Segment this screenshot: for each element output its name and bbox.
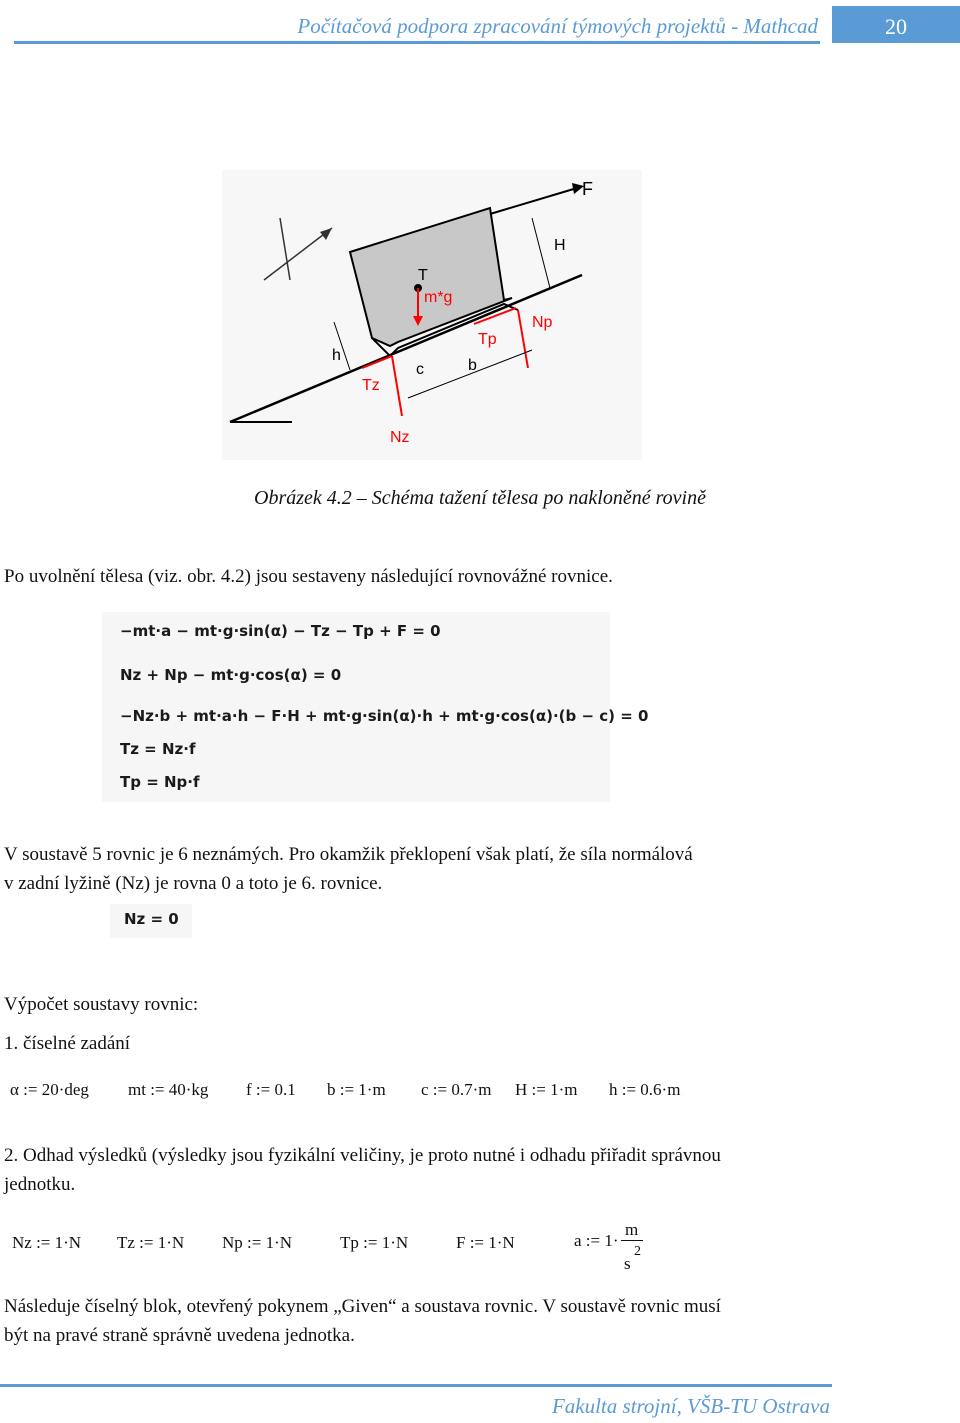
step2-line1: 2. Odhad výsledků (výsledky jsou fyzikální veličiny, je proto nutné i odhadu přiřadit správnou bbox=[4, 1145, 721, 1166]
guess-nz: Nz := 1·N bbox=[12, 1233, 82, 1252]
equation-3: −Nz·b + mt·a·h − F·H + mt·g·sin(α)·h + mt·g·cos(α)·(b − c) = 0 bbox=[120, 707, 649, 725]
header-title: Počítačová podpora zpracování týmových projektů - Mathcad bbox=[297, 14, 818, 38]
guess-a-fraction-bar bbox=[621, 1240, 643, 1241]
para3-line2: být na pravé straně správně uvedena jednotka. bbox=[4, 1325, 355, 1346]
input-b: b := 1·m bbox=[327, 1080, 386, 1099]
inputs-row bbox=[0, 1080, 960, 1104]
nz-equation: Nz = 0 bbox=[124, 910, 179, 928]
label-h: h bbox=[332, 347, 341, 364]
equations-block bbox=[102, 612, 649, 802]
label-Nz: Nz bbox=[390, 429, 410, 446]
input-c: c := 0.7·m bbox=[421, 1080, 492, 1099]
guess-f: F := 1·N bbox=[456, 1233, 515, 1252]
label-b: b bbox=[468, 357, 477, 374]
input-h: h := 0.6·m bbox=[609, 1080, 681, 1099]
step1-label: 1. číselné zadání bbox=[4, 1033, 131, 1054]
guess-a-lhs: a := 1· bbox=[574, 1231, 619, 1250]
para3-line1: Následuje číselný blok, otevřený pokynem „Given“ a soustava rovnic. V soustavě rovnic musí bbox=[4, 1296, 721, 1317]
footer-text: Fakulta strojní, VŠB-TU Ostrava bbox=[551, 1394, 830, 1418]
label-Tp: Tp bbox=[478, 331, 497, 348]
input-alpha: α := 20·deg bbox=[10, 1080, 89, 1099]
label-T: T bbox=[418, 267, 428, 284]
label-c: c bbox=[416, 361, 424, 378]
guess-a-exp: 2 bbox=[634, 1244, 641, 1259]
guess-np: Np := 1·N bbox=[222, 1233, 293, 1252]
input-mt: mt := 40·kg bbox=[128, 1080, 209, 1099]
para2-line2: v zadní lyžině (Nz) je rovna 0 a toto je 6. rovnice. bbox=[4, 873, 383, 894]
inclined-plane-figure bbox=[222, 170, 642, 460]
equation-2: Nz + Np − mt·g·cos(α) = 0 bbox=[120, 666, 342, 684]
label-f: F bbox=[582, 179, 593, 199]
equation-5: Tp = Np·f bbox=[120, 773, 200, 791]
nz-equation-block bbox=[110, 904, 192, 938]
guess-a-den: s bbox=[624, 1254, 631, 1273]
label-Np: Np bbox=[532, 314, 553, 331]
equation-4: Tz = Nz·f bbox=[120, 740, 196, 758]
header-rule bbox=[14, 41, 820, 44]
calc-heading: Výpočet soustavy rovnic: bbox=[4, 994, 199, 1015]
page-number: 20 bbox=[832, 6, 960, 43]
label-H: H bbox=[554, 237, 566, 254]
input-H: H := 1·m bbox=[515, 1080, 578, 1099]
intro-text: Po uvolnění tělesa (viz. obr. 4.2) jsou sestaveny následující rovnovážné rovnice. bbox=[4, 566, 613, 587]
guess-a-num: m bbox=[625, 1220, 639, 1239]
equation-1: −mt·a − mt·g·sin(α) − Tz − Tp + F = 0 bbox=[120, 622, 441, 640]
label-mg: m*g bbox=[424, 289, 453, 306]
guess-tz: Tz := 1·N bbox=[117, 1233, 185, 1252]
figure-caption: Obrázek 4.2 – Schéma tažení tělesa po nakloněné rovině bbox=[254, 487, 706, 509]
input-f: f := 0.1 bbox=[246, 1080, 296, 1099]
para2-line1: V soustavě 5 rovnic je 6 neznámých. Pro okamžik překlopení však platí, že síla normálová bbox=[4, 844, 693, 865]
footer-rule bbox=[0, 1384, 832, 1387]
guess-tp: Tp := 1·N bbox=[340, 1233, 409, 1252]
label-Tz: Tz bbox=[362, 377, 380, 394]
guesses-row bbox=[0, 1220, 960, 1276]
step2-line2: jednotku. bbox=[4, 1174, 76, 1195]
